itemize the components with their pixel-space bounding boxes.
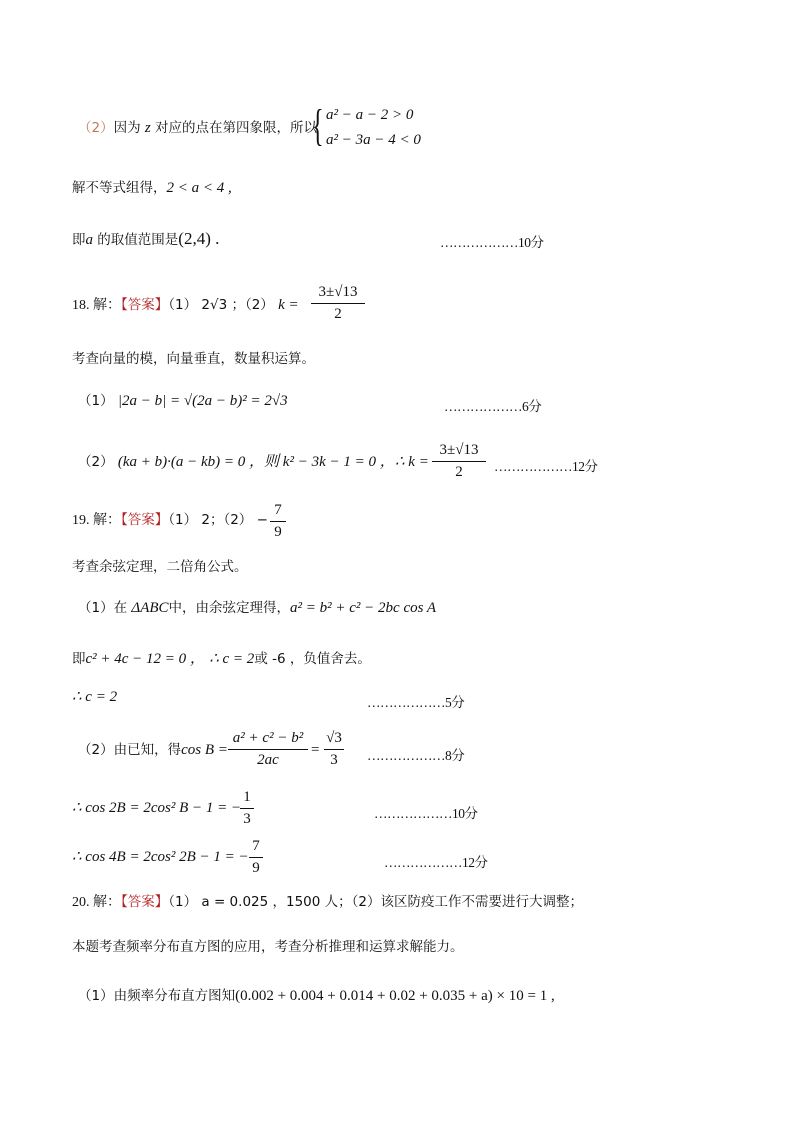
q19-line2-eq: c² + 4c − 12 = 0 ， <box>85 651 205 667</box>
q19-p1-lead: （1）在 <box>78 600 128 616</box>
inequality-2: a² − 3a − 4 < 0 <box>326 132 421 148</box>
q19-number: 19. 解： <box>72 513 121 528</box>
var-z: z <box>144 120 151 136</box>
q19-part1-line2 <box>72 652 371 667</box>
fraction-numerator: 7 <box>252 838 260 854</box>
q19-p2-equals: = <box>311 742 320 758</box>
fraction-denominator: 2 <box>334 306 342 322</box>
q19-p2-value-fraction <box>324 730 344 769</box>
fraction-denominator: 3 <box>330 752 338 768</box>
q19-answer-1: （1） 2；（2） − <box>168 512 268 528</box>
q19-part2-line <box>78 743 228 758</box>
fraction-denominator: 2 <box>455 464 463 480</box>
q18-answer-1: （1） 2√3 ；（2） <box>168 297 274 313</box>
q17-part2-line <box>78 121 317 136</box>
q19-answer-line <box>72 514 268 528</box>
law-of-cosines-formula: a² = b² + c² − 2bc cos A <box>290 600 437 616</box>
q17-part2-lead: （2） <box>78 120 114 136</box>
q19-answer-fraction <box>270 502 286 541</box>
q18-p2-fraction <box>432 442 486 481</box>
q19-cos2b-line: ∴ cos 2B = 2cos² B − 1 = − <box>72 800 242 816</box>
solve-result: 2 < a < 4 , <box>166 180 232 196</box>
q20-number: 20. 解： <box>72 895 121 910</box>
range-pre: 即 <box>72 232 86 248</box>
fraction-numerator: 1 <box>243 789 251 805</box>
answer-tag: 【答案】 <box>121 297 169 313</box>
q19-p2-lead: （2）由已知，得 <box>78 742 182 758</box>
q19-line2-therefore: ∴ c = 2 <box>209 651 255 667</box>
score-12-q19: ………………12分 <box>384 855 488 870</box>
q19-line2-post: 或 -6 ，负值舍去。 <box>254 651 371 667</box>
q20-topic: 本题考查频率分布直方图的应用，考查分析推理和运算求解能力。 <box>72 939 464 955</box>
score-12-q18: ………………12分 <box>494 459 598 474</box>
q17-text: 因为 <box>113 120 141 136</box>
q19-cos4b-fraction <box>249 838 263 877</box>
range-line <box>72 230 219 248</box>
q20-part1-line <box>78 989 555 1004</box>
fraction-numerator: 3±√13 <box>439 442 479 458</box>
q18-p2-expr: (ka + b)·(a − kb) = 0 ，则 k² − 3k − 1 = 0 ， <box>117 454 395 470</box>
score-8-q19: ………………8分 <box>367 748 465 763</box>
fraction-denominator: 9 <box>274 524 282 540</box>
solve-line <box>72 181 232 196</box>
fraction-numerator: 3±√13 <box>318 284 358 300</box>
q18-answer-k: k = <box>278 297 299 313</box>
q20-answer-line <box>72 896 583 910</box>
q17-text2: 对应的点在第四象限，所以 <box>155 120 318 136</box>
q18-p2-lead: （2） <box>78 454 114 470</box>
q18-p1-expr: |2a − b| = √(2a − b)² = 2√3 <box>117 393 288 409</box>
q20-p1-expr: (0.002 + 0.004 + 0.014 + 0.02 + 0.035 + a) × 10 = 1 , <box>235 988 555 1004</box>
solve-text: 解不等式组得， <box>72 180 167 196</box>
fraction-numerator: 7 <box>274 502 282 518</box>
score-5-q19: ………………5分 <box>367 695 465 710</box>
q19-topic: 考查余弦定理，二倍角公式。 <box>72 559 248 575</box>
answer-tag: 【答案】 <box>121 894 169 910</box>
score-10-q19: ………………10分 <box>374 806 478 821</box>
q20-answer-1: （1） <box>168 894 198 910</box>
fraction-denominator: 9 <box>252 860 260 876</box>
fraction-denominator: 3 <box>243 811 251 827</box>
q18-topic: 考查向量的模，向量垂直，数量积运算。 <box>72 351 315 367</box>
cos-b: cos B = <box>181 742 228 758</box>
q19-part1-line <box>78 601 436 616</box>
inequality-1: a² − a − 2 > 0 <box>326 107 414 123</box>
answer-tag: 【答案】 <box>121 512 169 528</box>
score-10-q17: ………………10分 <box>440 235 544 250</box>
q18-p1-lead: （1） <box>78 393 114 409</box>
system-brace: { <box>312 101 324 150</box>
fraction-numerator: √3 <box>326 730 342 746</box>
score-6-q18: ………………6分 <box>444 399 542 414</box>
q20-answer-a: a = 0.025 ，1500 人；（2）该区防疫工作不需要进行大调整； <box>201 894 583 910</box>
q19-c-equals-2: ∴ c = 2 <box>72 689 118 705</box>
range-post: 的取值范围是 <box>97 232 179 248</box>
q18-answer-line <box>72 298 299 313</box>
q19-p1-mid: 中，由余弦定理得， <box>168 600 291 616</box>
q18-p2-therefore: ∴ k = <box>395 454 429 470</box>
range-var: a <box>85 232 93 248</box>
triangle-abc: ΔABC <box>131 600 169 616</box>
q19-p2-fraction <box>228 730 308 769</box>
q20-p1-lead: （1）由频率分布直方图知 <box>78 988 236 1004</box>
q19-cos4b-line: ∴ cos 4B = 2cos² 2B − 1 = − <box>72 849 249 865</box>
q18-part2-line <box>78 455 395 470</box>
q18-part1-line <box>78 394 288 409</box>
q19-cos2b-fraction <box>240 789 254 828</box>
q19-line2-pre: 即 <box>72 651 86 667</box>
range-value: (2,4) . <box>178 229 220 248</box>
fraction-numerator: a² + c² − b² <box>232 730 304 746</box>
q18-answer-fraction <box>311 284 365 323</box>
fraction-denominator: 2ac <box>257 752 279 768</box>
q18-number: 18. 解： <box>72 298 121 313</box>
